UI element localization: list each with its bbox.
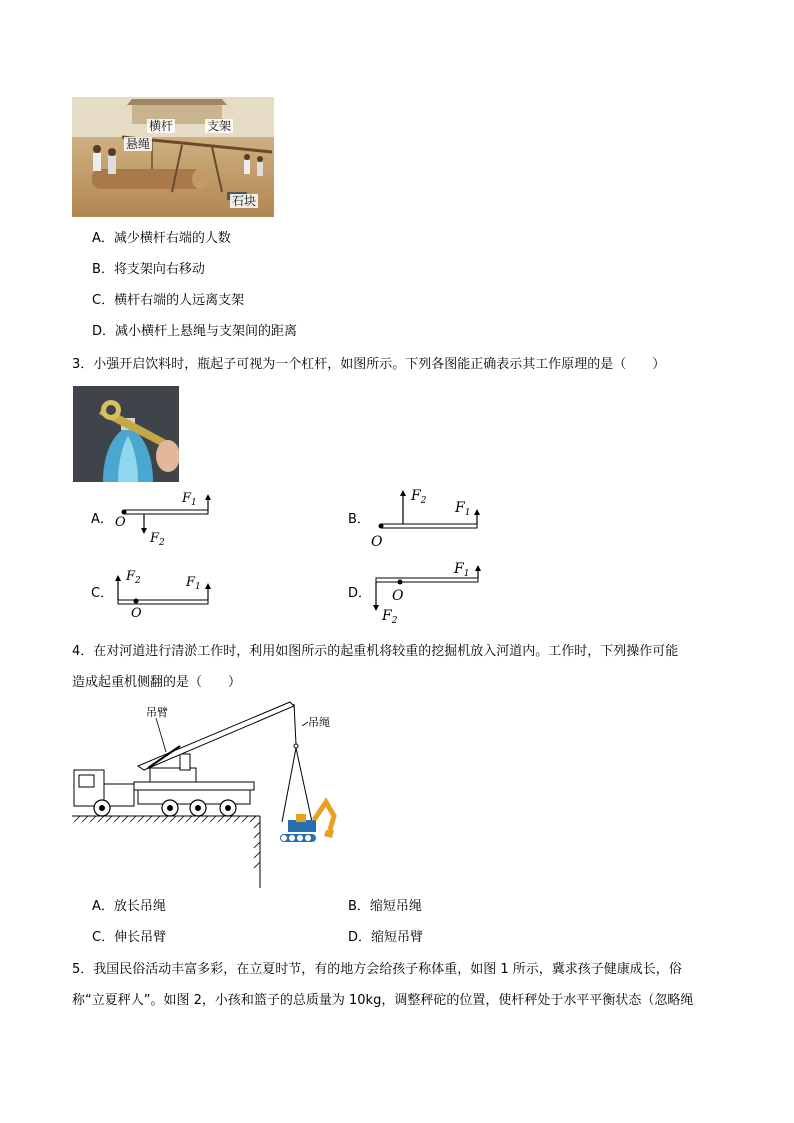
q2-label-stone: 石块 <box>232 194 257 208</box>
option-key: A． <box>92 899 114 914</box>
q2-option-b[interactable] <box>92 261 205 279</box>
q3-b-pivot-label: O <box>371 534 383 550</box>
option-key: C． <box>92 293 115 308</box>
q5-stem-line1: 5．我国民俗活动丰富多彩，在立夏时节，有的地方会给孩子称体重，如图 1 所示，冀求孩子健康成长，俗 <box>72 962 682 977</box>
q3-option-b-key[interactable]: B． <box>348 512 370 527</box>
q3-option-d-key[interactable]: D． <box>348 586 372 601</box>
q2-option-c[interactable] <box>92 292 244 310</box>
option-text: 伸长吊臂 <box>114 930 167 945</box>
option-text: 减小横杆上悬绳与支架间的距离 <box>115 324 298 339</box>
option-text: 缩短吊绳 <box>369 899 422 914</box>
q3-c-f2-label: $F_2$ <box>126 569 141 586</box>
q2-label-rope: 悬绳 <box>126 137 151 151</box>
q3-c-pivot-label: O <box>131 606 142 620</box>
option-text: 减少横杆右端的人数 <box>113 231 231 246</box>
q2-option-d[interactable] <box>92 323 297 341</box>
q5-stem-line2: 称“立夏秤人”。如图 2，小孩和篮子的总质量为 10kg，调整秤砣的位置，使杆秤处于水平平衡状态（忽略绳 <box>72 993 694 1008</box>
q3-option-c-key[interactable]: C． <box>91 586 114 601</box>
option-key: A． <box>92 231 114 246</box>
q3-diagram-c[interactable] <box>110 562 220 620</box>
q3-b-f2-label: $F_2$ <box>411 488 427 506</box>
q4-option-b[interactable] <box>348 898 422 916</box>
q3-stem: 3．小强开启饮料时，瓶起子可视为一个杠杆，如图所示。下列各图能正确表示其工作原理的是（ ） <box>72 357 666 372</box>
q3-d-f2-label: $F_2$ <box>382 608 398 626</box>
q4-label-boom: 吊臂 <box>146 706 168 719</box>
q3-diagram-a[interactable] <box>110 486 220 548</box>
q3-d-f1-label: $F_1$ <box>454 561 470 579</box>
q3-c-f1-label: $F_1$ <box>186 575 201 592</box>
option-key: C． <box>92 930 115 945</box>
q3-option-a-key[interactable]: A． <box>91 512 113 527</box>
option-text: 放长吊绳 <box>113 899 166 914</box>
q2-label-crossbar: 横杆 <box>149 119 174 133</box>
q3-photo-scene <box>73 386 179 482</box>
option-text: 将支架向右移动 <box>113 262 205 277</box>
q3-d-pivot-label: O <box>392 588 404 604</box>
option-key: B． <box>92 262 114 277</box>
option-key: B． <box>348 899 370 914</box>
q4-option-d[interactable] <box>348 929 423 947</box>
q2-label-support: 支架 <box>207 119 232 133</box>
q3-diagram-d[interactable] <box>368 558 490 628</box>
q3-a-f1-label: $F_1$ <box>182 491 197 508</box>
q4-stem-line1: 4．在对河道进行清淤工作时，利用如图所示的起重机将较重的挖掘机放入河道内。工作时，下列操作可能 <box>72 644 679 659</box>
option-text: 横杆右端的人远离支架 <box>114 293 245 308</box>
q3-a-f2-label: $F_2$ <box>150 531 165 548</box>
q2-option-a[interactable] <box>92 230 231 248</box>
q2-lever-photo <box>72 97 274 217</box>
q4-stem-line2: 造成起重机侧翻的是（ ） <box>72 675 242 690</box>
q4-option-a[interactable] <box>92 898 166 916</box>
option-key: D． <box>348 930 372 945</box>
q3-a-pivot-label: O <box>115 515 126 530</box>
q3-bottle-opener-photo <box>73 386 179 482</box>
option-key: D． <box>92 324 116 339</box>
q4-crane-diagram <box>68 698 348 890</box>
q4-label-rope: 吊绳 <box>308 716 330 729</box>
q3-diagram-b[interactable] <box>365 484 490 550</box>
q3-b-f1-label: $F_1$ <box>455 500 471 518</box>
q4-option-c[interactable] <box>92 929 166 947</box>
option-text: 缩短吊臂 <box>371 930 424 945</box>
